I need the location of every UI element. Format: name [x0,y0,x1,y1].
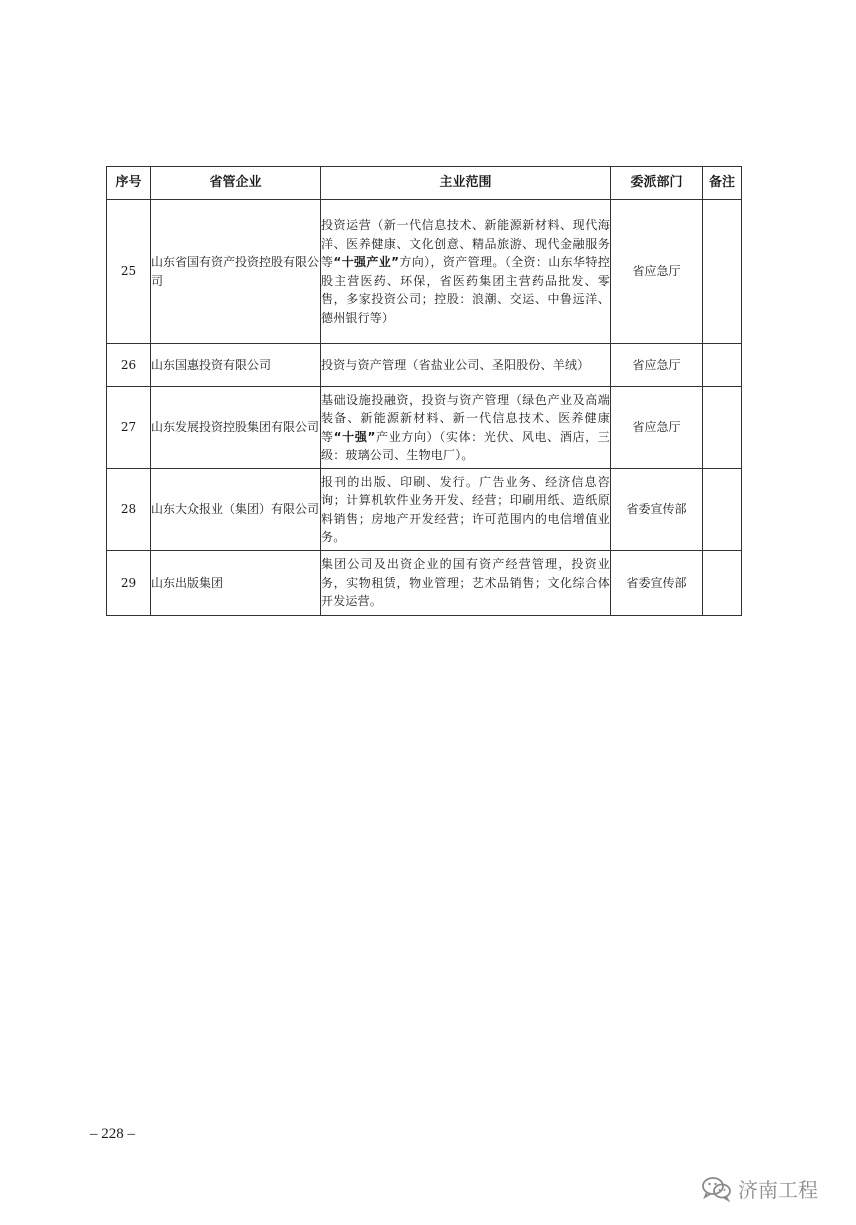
row-note [703,469,742,551]
scope-text: 报刊的出版、印刷、发行。广告业务、经济信息咨询；计算机软件业务开发、经营；印刷用纸、造纸原料销售；房地产开发经营；许可范围内的电信增值业务。 [321,474,610,544]
enterprise-table [106,166,742,616]
header-note: 备注 [703,167,742,200]
scope-text: 投资运营（新一代信息技术、新能源新材料、现代海洋、医养健康、文化创意、精品旅游、现代金融服务等 [321,218,610,269]
header-scope: 主业范围 [321,167,611,200]
row-seq: 29 [107,551,151,616]
scope-text: 方向），资产管理。（全资：山东华特控股主营医药、环保，省医药集团主营药品批发、零售，多家投资公司；控股：浪潮、交运、中鲁远洋、德州银行等） [321,255,611,325]
row-scope [321,551,611,616]
row-seq: 25 [107,200,151,344]
scope-text: 基础设施投融资，投资与资产管理（绿色产业及高端装备、新能源新材料、新一代信息技术、医养健康等 [321,392,610,444]
row-seq: 26 [107,344,151,387]
row-dept: 省应急厅 [611,387,703,469]
table-row [107,200,742,344]
row-note [703,344,742,387]
wechat-icon [702,1176,732,1202]
scope-highlight: “十强” [333,429,376,444]
scope-text: 集团公司及出资企业的国有资产经营管理，投资业务，实物租赁，物业管理；艺术品销售；文化综合体开发运营。 [321,557,610,609]
row-scope [321,387,611,469]
row-scope [321,200,611,344]
table-row [107,469,742,551]
scope-text: 投资与资产管理（省盐业公司、圣阳股份、羊绒） [321,357,590,372]
scope-text: 产业方向）（实体：光伏、风电、酒店，三级：玻璃公司、生物电厂）。 [321,429,610,462]
row-enterprise: 山东省国有资产投资控股有限公司 [151,200,321,344]
watermark-text: 济南工程 [738,1178,818,1202]
row-seq: 28 [107,469,151,551]
row-dept: 省应急厅 [611,200,703,344]
row-dept: 省委宣传部 [611,469,703,551]
watermark [702,1174,818,1203]
row-note [703,551,742,616]
header-dept: 委派部门 [611,167,703,200]
row-note [703,387,742,469]
row-seq: 27 [107,387,151,469]
row-scope [321,469,611,551]
table-row [107,344,742,387]
table-header-row [107,167,742,200]
row-dept: 省委宣传部 [611,551,703,616]
scope-highlight: “十强产业” [333,255,400,269]
page-number: – 228 – [90,1126,135,1142]
row-scope [321,344,611,387]
row-enterprise: 山东发展投资控股集团有限公司 [151,387,321,469]
row-enterprise: 山东国惠投资有限公司 [151,344,321,387]
table-row [107,387,742,469]
row-enterprise: 山东出版集团 [151,551,321,616]
row-dept: 省应急厅 [611,344,703,387]
row-note [703,200,742,344]
row-enterprise: 山东大众报业（集团）有限公司 [151,469,321,551]
header-seq: 序号 [107,167,151,200]
table-row [107,551,742,616]
header-enterprise: 省管企业 [151,167,321,200]
